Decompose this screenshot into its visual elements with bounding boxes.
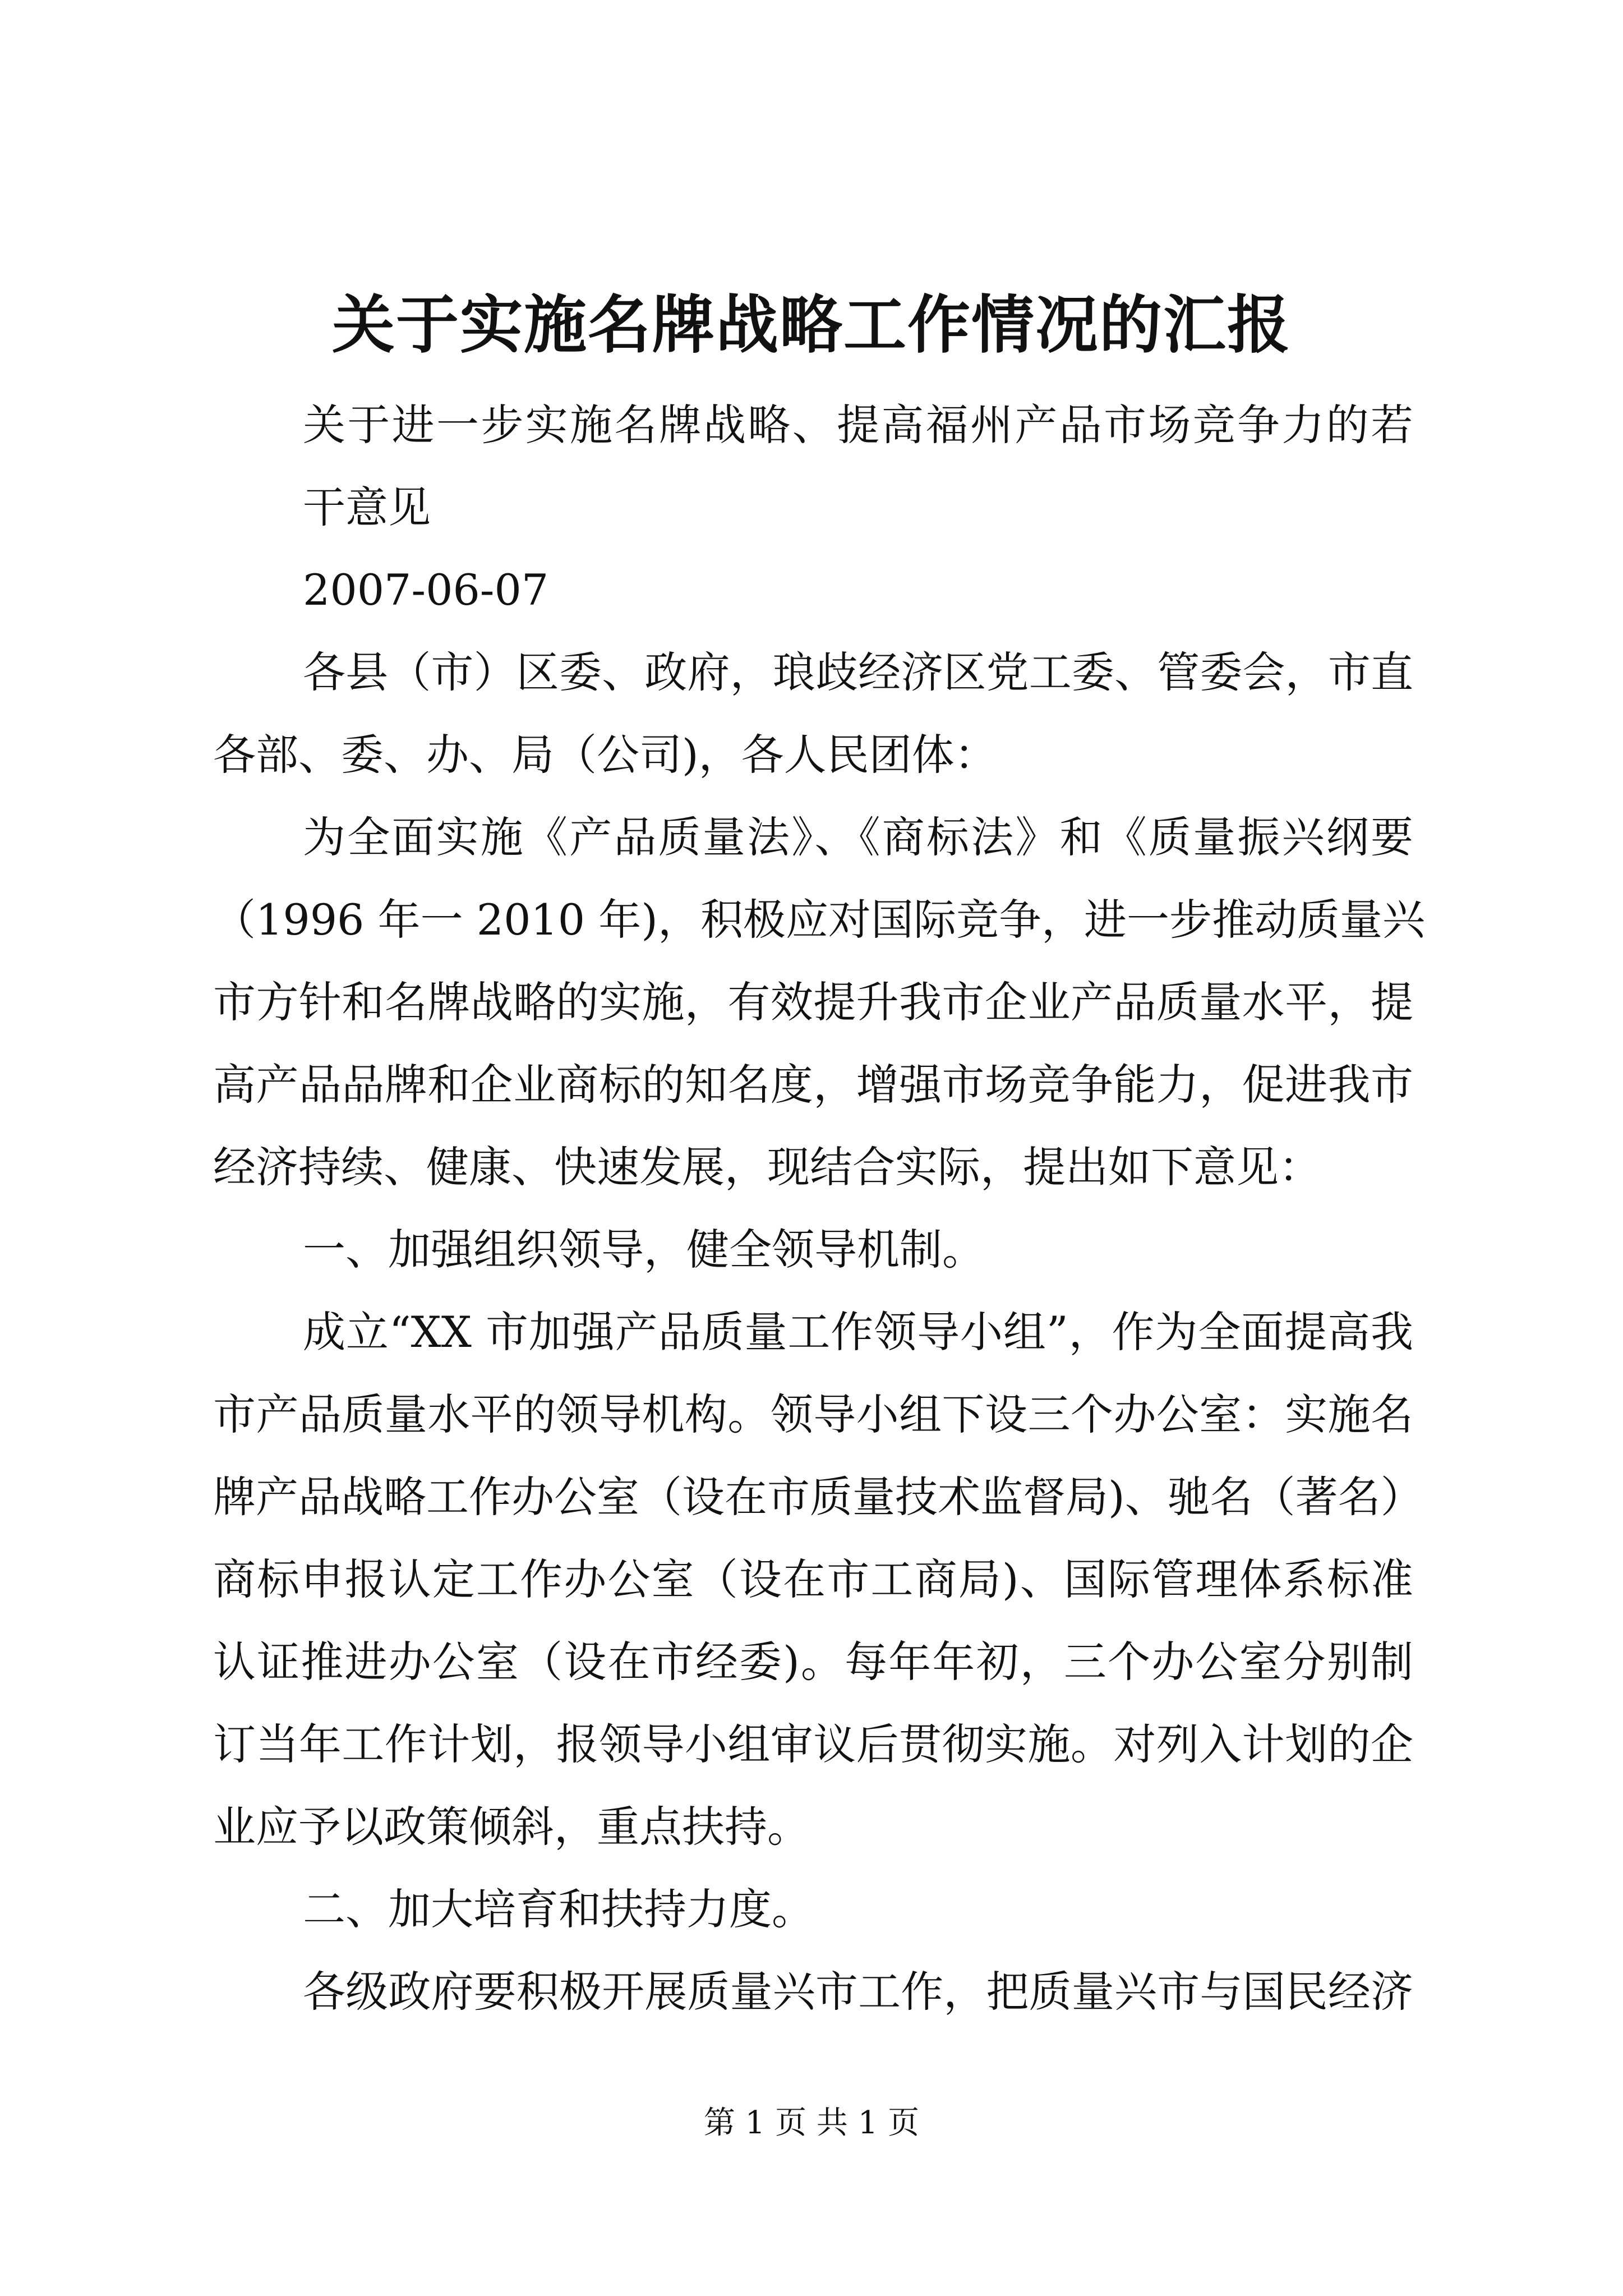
text-line: 市方针和名牌战略的实施，有效提升我市企业产品质量水平，提 <box>213 977 1413 1027</box>
text-line: 各级政府要积极开展质量兴市工作，把质量兴市与国民经济 <box>303 1967 1413 2017</box>
document-title: 关于实施名牌战略工作情况的汇报 <box>332 288 1291 362</box>
text-line: 市产品质量水平的领导机构。领导小组下设三个办公室：实施名 <box>213 1389 1413 1439</box>
text-line: 牌产品战略工作办公室（设在市质量技术监督局)、驰名（著名） <box>213 1472 1423 1522</box>
text-line: 商标申报认定工作办公室（设在市工商局)、国际管理体系标准 <box>213 1554 1413 1604</box>
text-line: 各县（市）区委、政府，琅歧经济区党工委、管委会，市直 <box>303 647 1413 697</box>
document-body <box>213 384 1425 2033</box>
text-line: 一、加强组织领导，健全领导机制。 <box>303 1225 985 1274</box>
text-line: 业应予以政策倾斜，重点扶持。 <box>213 1802 810 1852</box>
text-line: 成立“XX 市加强产品质量工作领导小组”，作为全面提高我 <box>303 1307 1413 1357</box>
text-line: 经济持续、健康、快速发展，现结合实际，提出如下意见： <box>213 1142 1321 1192</box>
text-line: 订当年工作计划，报领导小组审议后贯彻实施。对列入计划的企 <box>213 1719 1413 1769</box>
text-line: 二、加大培育和扶持力度。 <box>303 1884 814 1934</box>
text-line: 2007-06-07 <box>303 565 549 615</box>
page-footer: 第 1 页 共 1 页 <box>703 2105 920 2141</box>
text-line: 各部、委、办、局（公司)，各人民团体： <box>213 730 997 780</box>
text-line: 高产品品牌和企业商标的知名度，增强市场竞争能力，促进我市 <box>213 1060 1413 1110</box>
text-line: （1996 年一 2010 年)，积极应对国际竞争，进一步推动质量兴 <box>213 895 1425 945</box>
text-line: 为全面实施《产品质量法》、《商标法》和《质量振兴纲要 <box>303 812 1413 862</box>
text-line: 认证推进办公室（设在市经委)。每年年初，三个办公室分别制 <box>213 1637 1413 1687</box>
text-line: 干意见 <box>303 482 431 532</box>
text-line: 关于进一步实施名牌战略、提高福州产品市场竞争力的若 <box>303 400 1413 450</box>
